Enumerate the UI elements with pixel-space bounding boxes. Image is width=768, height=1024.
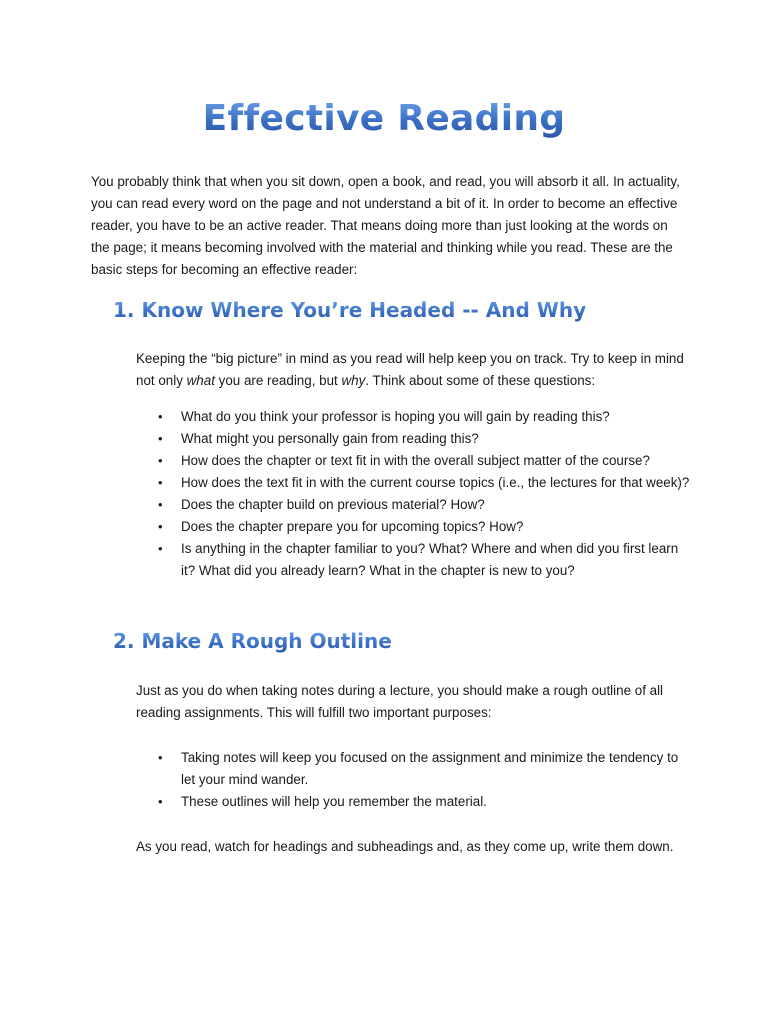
bullet-icon: • [158, 453, 163, 468]
list-item-text: Does the chapter prepare you for upcoming topics? How? [181, 519, 524, 534]
list-item [136, 494, 696, 516]
bullet-icon: • [158, 519, 163, 534]
section1-paragraph-text-1: Keeping the “big picture” in mind as you read will help keep you on track. Try to keep in mind not only [136, 351, 684, 388]
list-item [136, 791, 696, 813]
list-item [136, 406, 696, 428]
section1-paragraph-emphasis-what: what [186, 373, 215, 388]
list-item [136, 450, 696, 472]
section-heading-know-where-headed: 1. Know Where You’re Headed -- And Why [113, 298, 587, 322]
bullet-icon: • [158, 431, 163, 446]
bullet-icon: • [158, 475, 163, 490]
list-item [136, 747, 696, 791]
document-title: Effective Reading [0, 98, 768, 139]
list-item [136, 472, 696, 494]
bullet-icon: • [158, 409, 163, 424]
list-item-text: Taking notes will keep you focused on the assignment and minimize the tendency to let your mind wander. [181, 750, 679, 787]
section2-purpose-list [136, 747, 696, 813]
bullet-icon: • [158, 541, 163, 556]
section1-paragraph-text-2: you are reading, but [214, 373, 342, 388]
list-item-text: What do you think your professor is hoping you will gain by reading this? [181, 409, 610, 424]
list-item [136, 428, 696, 450]
section1-paragraph [136, 348, 696, 392]
bullet-icon: • [158, 750, 163, 765]
list-item-text: Does the chapter build on previous material? How? [181, 497, 485, 512]
bullet-icon: • [158, 497, 163, 512]
section-heading-rough-outline: 2. Make A Rough Outline [113, 629, 392, 653]
section2-closing-paragraph: As you read, watch for headings and subheadings and, as they come up, write them down. [136, 839, 674, 854]
section1-question-list [136, 406, 696, 582]
list-item [136, 516, 696, 538]
section1-paragraph-emphasis-why: why [341, 373, 366, 388]
list-item [136, 538, 696, 582]
list-item-text: These outlines will help you remember the material. [181, 794, 487, 809]
section2-paragraph: Just as you do when taking notes during a lecture, you should make a rough outline of all reading assignments. This will fulfill two important purposes: [136, 683, 664, 720]
section1-paragraph-text-3: . Think about some of these questions: [365, 373, 596, 388]
list-item-text: What might you personally gain from reading this? [181, 431, 479, 446]
bullet-icon: • [158, 794, 163, 809]
list-item-text: How does the chapter or text fit in with the overall subject matter of the course? [181, 453, 650, 468]
intro-paragraph: You probably think that when you sit down, open a book, and read, you will absorb it all. In actuality, you can read every word on the page and not understand a bit of it. In order to become an effective reader, you have to be an active reader. That means doing more than just looking at the words on the page; it means becoming involved with the material and thinking while you read. These are the basic steps for becoming an effective reader: [91, 174, 680, 277]
list-item-text: Is anything in the chapter familiar to you? What? Where and when did you first learn it? What did you already learn? What in the chapter is new to you? [181, 541, 679, 578]
list-item-text: How does the text fit in with the current course topics (i.e., the lectures for that week)? [181, 475, 690, 490]
